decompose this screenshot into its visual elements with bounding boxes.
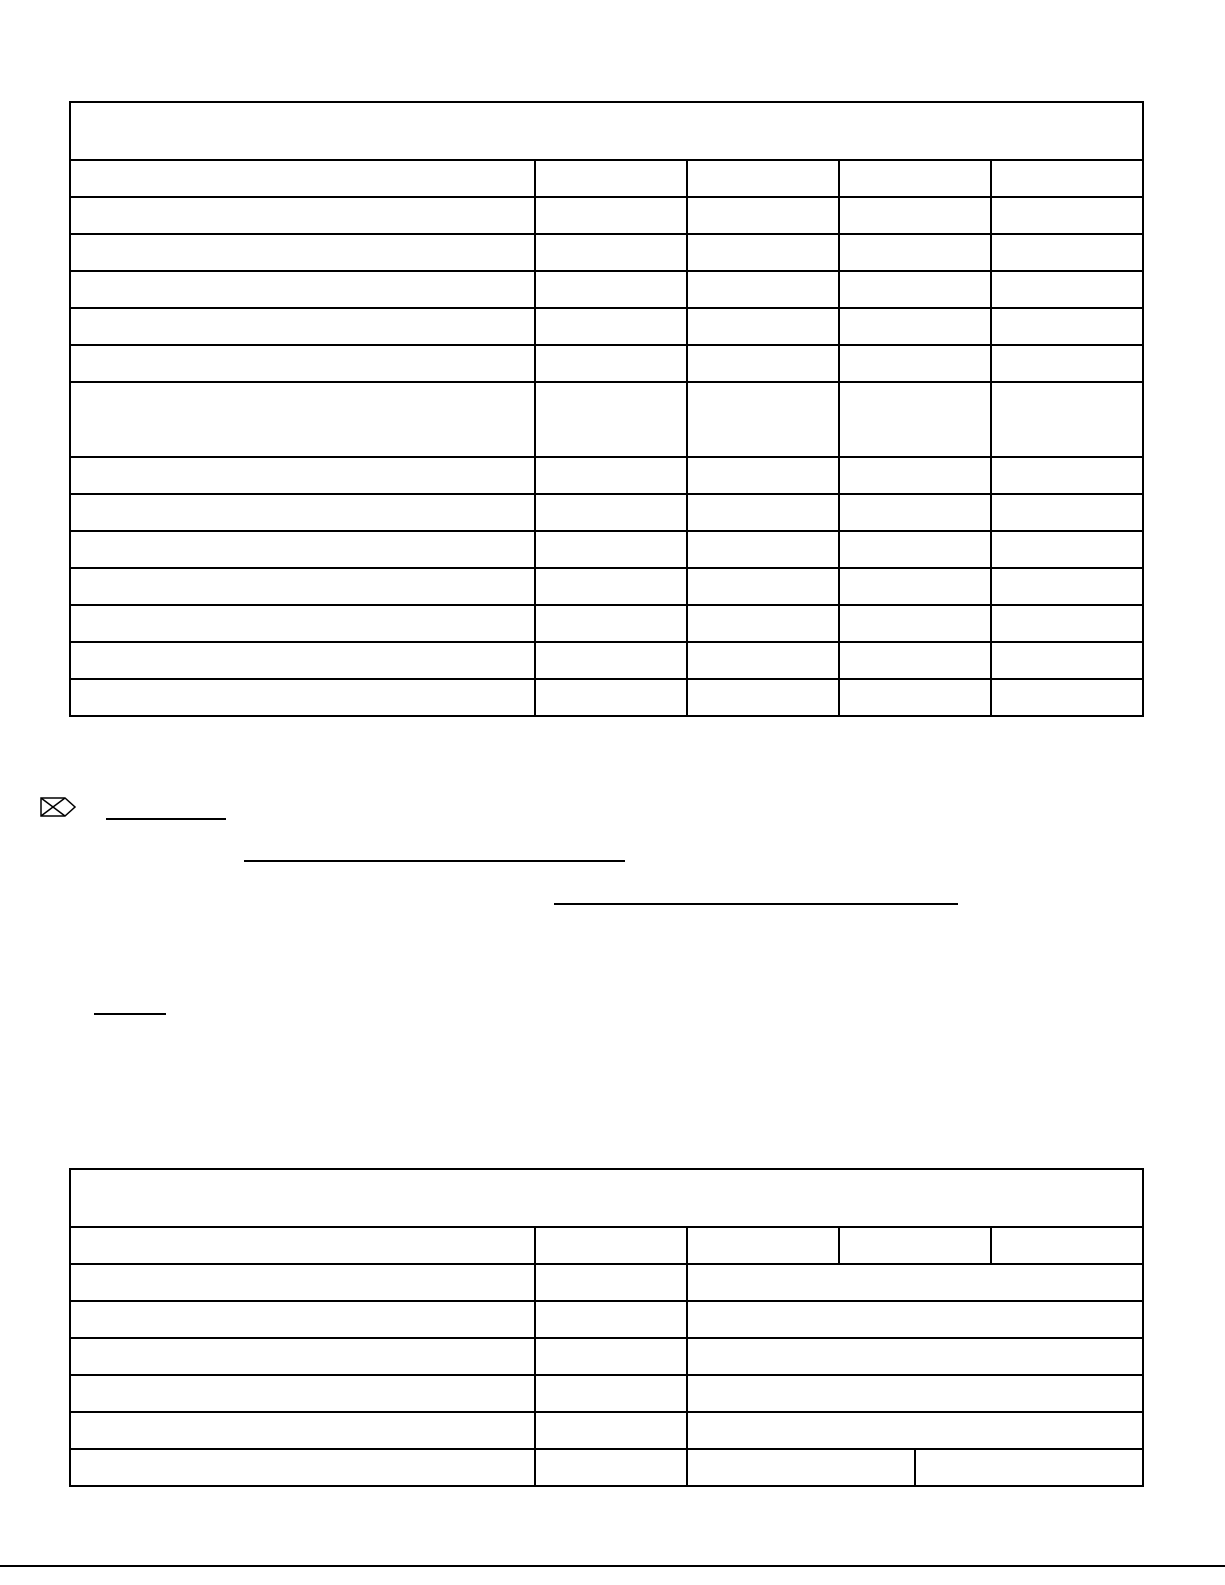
note-underline: [94, 1013, 166, 1015]
table-cell: [535, 1227, 687, 1264]
table-row: [70, 382, 1143, 457]
table-cell: [535, 679, 687, 716]
table-2-title-row: [70, 1169, 1143, 1227]
table-cell: [535, 1264, 687, 1301]
table-cell: [687, 1375, 1143, 1412]
table-cell: [535, 197, 687, 234]
table-cell: [535, 1301, 687, 1338]
table-cell: [991, 160, 1143, 197]
table-cell: [70, 1301, 535, 1338]
table-row: [70, 1301, 1143, 1338]
table-2: [69, 1168, 1144, 1487]
table-cell: [70, 160, 535, 197]
table-cell: [535, 160, 687, 197]
table-cell: [991, 568, 1143, 605]
table-cell: [839, 457, 991, 494]
table-cell: [991, 531, 1143, 568]
table-row: [70, 1449, 1143, 1486]
table-cell: [991, 679, 1143, 716]
table-cell: [687, 1227, 839, 1264]
table-row: [70, 568, 1143, 605]
table-row: [70, 531, 1143, 568]
table-cell: [535, 308, 687, 345]
table-cell: [535, 234, 687, 271]
table-cell: [991, 494, 1143, 531]
table-cell: [687, 568, 839, 605]
table-cell: [535, 531, 687, 568]
table-cell: [687, 494, 839, 531]
table-cell: [70, 1375, 535, 1412]
table-cell: [535, 382, 687, 457]
table-cell: [687, 1412, 1143, 1449]
table-cell: [535, 1412, 687, 1449]
table-row: [70, 1375, 1143, 1412]
table-cell: [70, 1227, 535, 1264]
table-cell: [839, 531, 991, 568]
table-row: [70, 605, 1143, 642]
table-cell: [535, 642, 687, 679]
envelope-icon: [40, 797, 76, 817]
table-row: [70, 1264, 1143, 1301]
table-cell: [687, 1264, 1143, 1301]
table-cell: [535, 1449, 687, 1486]
table-cell: [839, 494, 991, 531]
table-cell: [70, 234, 535, 271]
table-1: [69, 101, 1144, 717]
table-cell: [70, 531, 535, 568]
table-cell: [687, 197, 839, 234]
table-cell: [991, 457, 1143, 494]
table-cell: [70, 494, 535, 531]
table-row: [70, 1338, 1143, 1375]
table-cell: [839, 308, 991, 345]
table-cell: [687, 605, 839, 642]
table-row: [70, 308, 1143, 345]
table-cell: [70, 457, 535, 494]
table-cell: [991, 605, 1143, 642]
table-row: [70, 197, 1143, 234]
table-cell: [535, 345, 687, 382]
table-cell: [70, 642, 535, 679]
table-cell: [70, 197, 535, 234]
table-row: [70, 160, 1143, 197]
table-cell: [991, 1227, 1143, 1264]
note-heading-underline: [106, 818, 226, 820]
table-cell: [70, 345, 535, 382]
note-underline: [244, 860, 625, 862]
table-cell: [687, 642, 839, 679]
table-cell: [687, 234, 839, 271]
table-row: [70, 457, 1143, 494]
table-cell: [687, 1449, 915, 1486]
table-cell: [70, 679, 535, 716]
table-cell: [839, 1227, 991, 1264]
table-cell: [70, 1264, 535, 1301]
table-row: [70, 679, 1143, 716]
table-cell: [839, 197, 991, 234]
table-cell: [687, 382, 839, 457]
note-underline: [554, 903, 958, 905]
table-cell: [535, 457, 687, 494]
table-cell: [839, 568, 991, 605]
table-cell: [991, 197, 1143, 234]
table-cell: [991, 308, 1143, 345]
table-row: [70, 345, 1143, 382]
table-cell: [991, 642, 1143, 679]
table-cell: [70, 382, 535, 457]
table-1-title-row: [70, 102, 1143, 160]
table-cell: [535, 605, 687, 642]
table-2-title: [70, 1169, 1143, 1227]
table-cell: [535, 568, 687, 605]
table-cell: [839, 271, 991, 308]
table-cell: [991, 234, 1143, 271]
table-cell: [70, 1338, 535, 1375]
table-row: [70, 1412, 1143, 1449]
table-row: [70, 271, 1143, 308]
table-cell: [535, 1338, 687, 1375]
table-cell: [687, 345, 839, 382]
table-cell: [70, 568, 535, 605]
table-row: [70, 494, 1143, 531]
table-cell: [687, 457, 839, 494]
table-cell: [839, 234, 991, 271]
table-cell: [839, 160, 991, 197]
table-cell: [839, 679, 991, 716]
table-cell: [687, 160, 839, 197]
table-cell: [687, 679, 839, 716]
table-cell: [991, 345, 1143, 382]
table-cell: [839, 382, 991, 457]
table-cell: [687, 308, 839, 345]
table-cell: [535, 494, 687, 531]
table-cell: [839, 605, 991, 642]
table-cell: [70, 1449, 535, 1486]
page-bottom-rule: [0, 1565, 1225, 1567]
table-cell: [915, 1449, 1143, 1486]
table-row: [70, 234, 1143, 271]
table-cell: [70, 1412, 535, 1449]
table-1-title: [70, 102, 1143, 160]
table-cell: [70, 605, 535, 642]
table-cell: [687, 271, 839, 308]
table-cell: [839, 345, 991, 382]
table-cell: [687, 1338, 1143, 1375]
table-row: [70, 642, 1143, 679]
table-row: [70, 1227, 1143, 1264]
table-cell: [991, 271, 1143, 308]
table-cell: [535, 1375, 687, 1412]
table-cell: [991, 382, 1143, 457]
table-cell: [535, 271, 687, 308]
table-cell: [839, 642, 991, 679]
table-cell: [70, 308, 535, 345]
table-cell: [687, 531, 839, 568]
table-cell: [70, 271, 535, 308]
table-cell: [687, 1301, 1143, 1338]
